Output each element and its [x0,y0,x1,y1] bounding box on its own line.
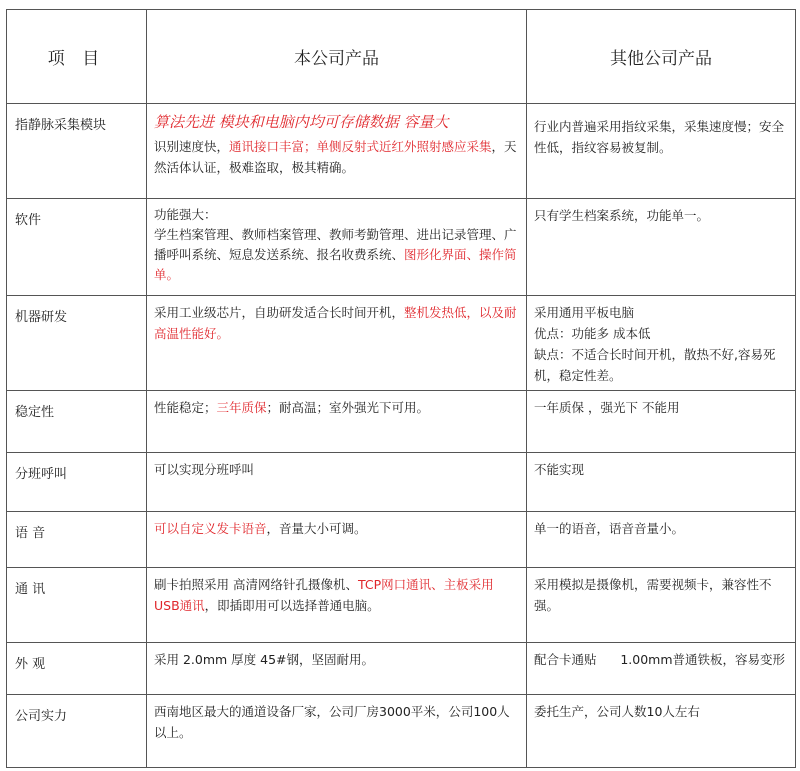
row-label: 外 观 [7,643,147,695]
row-others: 配合卡通贴 1.00mm普通铁板，容易变形 [527,643,796,695]
row-others: 一年质保 ，强光下 不能用 [527,391,796,453]
red-text-segment: TCP网口通讯、主板采用USB通讯 [154,577,494,613]
row-label: 分班呼叫 [7,453,147,512]
table-row [7,296,796,391]
row-others: 委托生产，公司人数10人左右 [527,695,796,768]
red-text-segment: 三年质保 [216,400,267,415]
row-ours [147,104,527,199]
row-ours: 采用 2.0mm 厚度 45#钢，坚固耐用。 [147,643,527,695]
row-others: 不能实现 [527,453,796,512]
row-ours [147,296,527,391]
header-others: 其他公司产品 [527,10,796,104]
text-segment: ；耐高温；室外强光下可用。 [266,400,430,415]
highlight-text: 算法先进 模块和电脑内均可存储数据 容量大 [154,113,449,131]
row-ours: 西南地区最大的通道设备厂家，公司厂房3000平米，公司100人以上。 [147,695,527,768]
text-segment: ，音量大小可调。 [266,521,367,536]
text-segment: 刷卡拍照采用 高清网络针孔摄像机、 [154,577,358,592]
comparison-table [6,9,796,768]
table-row [7,104,796,199]
red-text-segment: 图形化界面、操作简单。 [154,247,517,282]
red-text-segment: 通讯接口丰富；单侧反射式近红外照射感应采集 [229,139,492,154]
row-label: 稳定性 [7,391,147,453]
row-ours [147,568,527,643]
row-others: 采用模拟是摄像机，需要视频卡，兼容性不强。 [527,568,796,643]
table-row [7,199,796,296]
text-line: 功能强大： [154,207,217,222]
header-row [7,10,796,104]
text-line: 优点：功能多 成本低 [534,326,651,341]
row-label: 语 音 [7,512,147,568]
text-segment: ，天然活体认证，极难盗取，极其精确。 [154,139,517,175]
row-ours: 可以实现分班呼叫 [147,453,527,512]
text-segment: ，即插即用可以选择普通电脑。 [204,598,380,613]
row-ours [147,512,527,568]
row-label: 指静脉采集模块 [7,104,147,199]
text-segment: 性能稳定； [154,400,217,415]
text-segment: 采用工业级芯片，自助研发适合长时间开机， [154,305,405,320]
row-others [527,296,796,391]
row-label: 软件 [7,199,147,296]
header-ours: 本公司产品 [147,10,527,104]
row-others: 行业内普遍采用指纹采集，采集速度慢；安全性低，指纹容易被复制。 [527,104,796,199]
header-item: 项 目 [7,10,147,104]
red-text-segment: 可以自定义发卡语音 [154,521,267,536]
row-label: 公司实力 [7,695,147,768]
row-label: 通 讯 [7,568,147,643]
text-line: 缺点：不适合长时间开机，散热不好,容易死机，稳定性差。 [534,347,776,383]
row-ours [147,391,527,453]
table-row [7,453,796,512]
table-row [7,695,796,768]
row-ours [147,199,527,296]
table-row [7,512,796,568]
row-label: 机器研发 [7,296,147,391]
row-others: 只有学生档案系统，功能单一。 [527,199,796,296]
text-segment: 学生档案管理、教师档案管理、教师考勤管理、进出记录管理、广播呼叫系统、短息发送系统、报名收费系统、 [154,227,517,262]
row-others: 单一的语音，语音音量小。 [527,512,796,568]
red-text-segment: 整机发热低，以及耐高温性能好。 [154,305,517,341]
table-row [7,391,796,453]
text-line: 采用通用平板电脑 [534,305,635,320]
table-row [7,568,796,643]
text-segment: 识别速度快， [154,139,230,154]
table-row [7,643,796,695]
